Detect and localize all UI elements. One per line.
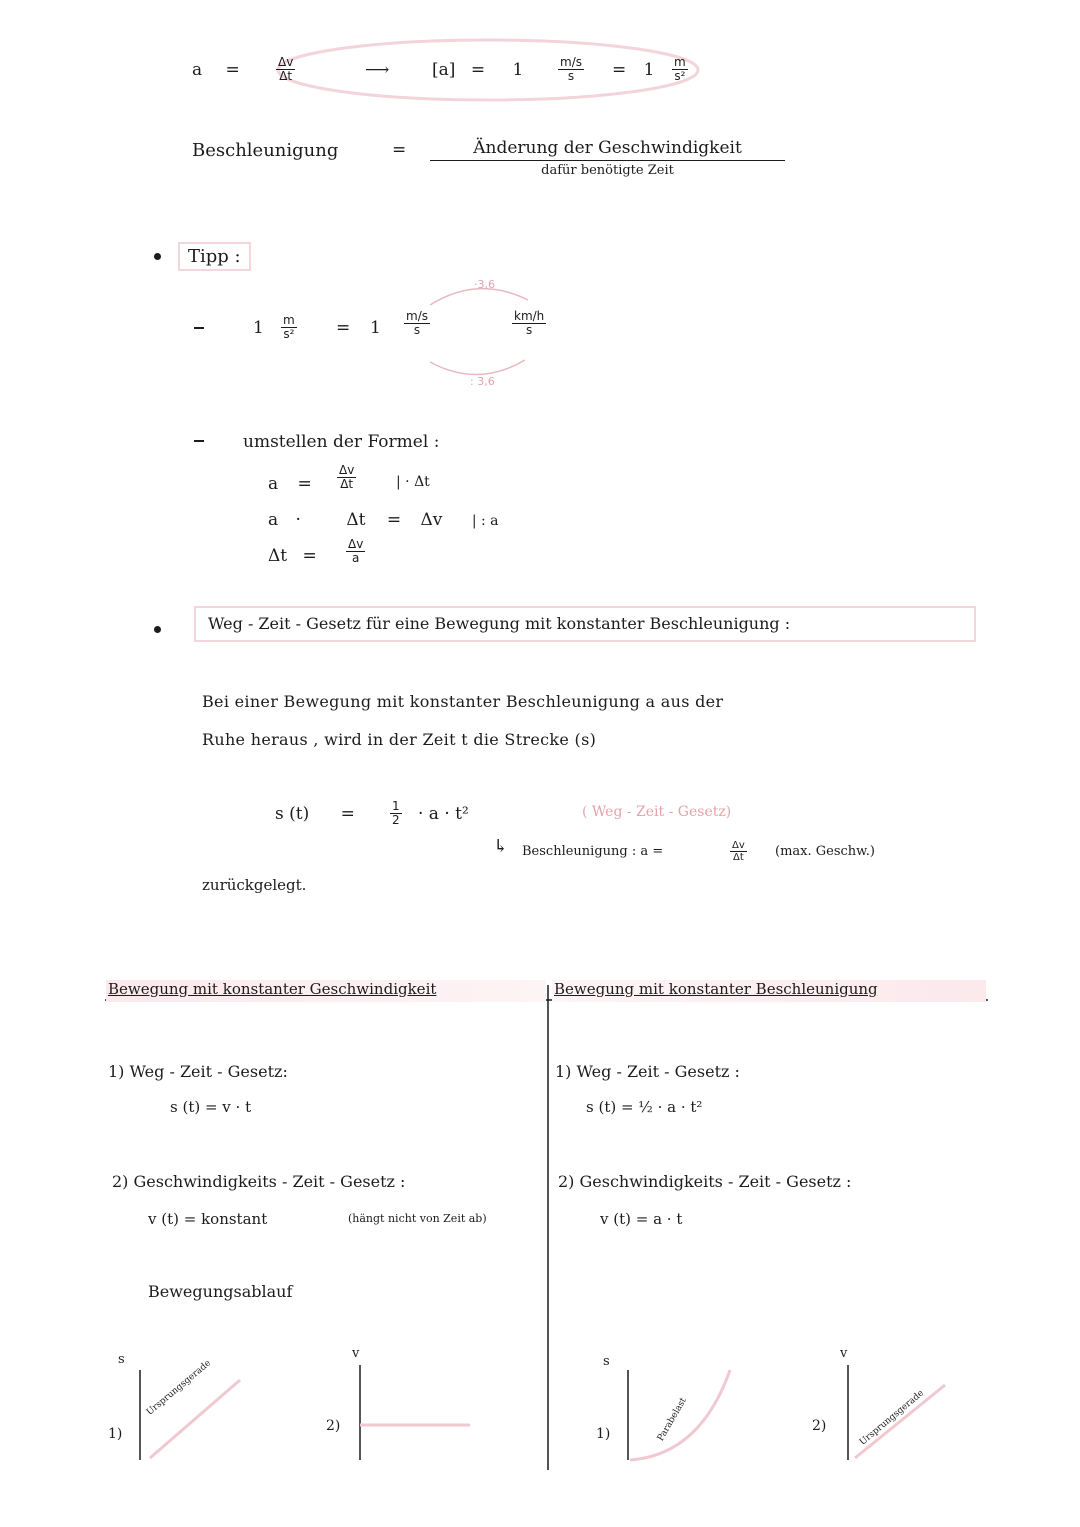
definition-denominator: dafür benötigte Zeit bbox=[541, 163, 674, 178]
definition-fraction bbox=[430, 138, 785, 178]
law-formula-lhs: s (t) = bbox=[275, 804, 355, 824]
conversion-arrow-bottom bbox=[430, 360, 525, 375]
bullet-icon bbox=[154, 253, 161, 260]
right-graph1-axis-label: s bbox=[603, 1354, 610, 1369]
comparison-right-title: Bewegung mit konstanter Beschleunigung bbox=[552, 980, 986, 1002]
left-item2-formula: v (t) = konstant bbox=[148, 1210, 268, 1228]
left-graph1-line bbox=[150, 1380, 240, 1458]
comparison-left-title: Bewegung mit konstanter Geschwindigkeit bbox=[106, 980, 546, 1002]
rearrange-line3-fraction: $\frac{\Delta v}{a}$ bbox=[348, 537, 364, 565]
top-fraction: $\frac{\Delta v}{\Delta t}$ bbox=[278, 55, 294, 83]
right-item2-formula: v (t) = a · t bbox=[600, 1210, 683, 1228]
left-graph2-axis-label: v bbox=[352, 1346, 360, 1361]
left-graph2-number: 2) bbox=[326, 1418, 341, 1434]
factor-top: ·3,6 bbox=[474, 278, 495, 291]
law-formula-half: $\frac{1}{2}$ bbox=[392, 799, 400, 827]
law-note: Beschleunigung : a = bbox=[522, 844, 664, 859]
conversion-equals: = bbox=[336, 318, 351, 338]
right-item2-title: 2) Geschwindigkeits - Zeit - Gesetz : bbox=[558, 1172, 852, 1191]
left-ablauf: Bewegungsablauf bbox=[148, 1282, 293, 1301]
left-graph1-label: Ursprungsgerade bbox=[145, 1358, 214, 1418]
ms-fraction: $\frac{m/s}{s}$ bbox=[406, 309, 428, 337]
law-sentence-line1: Bei einer Bewegung mit konstanter Beschleunigung a aus der bbox=[202, 692, 724, 711]
conversion-arrow-top bbox=[430, 289, 528, 305]
law-note-tail: (max. Geschw.) bbox=[775, 844, 875, 859]
right-item1-title: 1) Weg - Zeit - Gesetz : bbox=[555, 1062, 740, 1081]
rearrange-heading: umstellen der Formel : bbox=[243, 432, 440, 452]
right-graph2-line bbox=[855, 1385, 945, 1458]
bullet-icon bbox=[154, 626, 161, 633]
right-item1-formula: s (t) = ½ · a · t² bbox=[586, 1098, 703, 1116]
unit-expression: [a] = 1 bbox=[432, 60, 524, 80]
rearrange-line1: a = bbox=[268, 474, 312, 494]
conversion-fraction: $\frac{m}{\text{s²}}$ bbox=[283, 313, 295, 341]
rearrange-line1-op: | · Δt bbox=[396, 474, 430, 490]
definition-term: Beschleunigung bbox=[192, 140, 339, 161]
left-item2-title: 2) Geschwindigkeits - Zeit - Gesetz : bbox=[112, 1172, 406, 1191]
definition-equals: = bbox=[392, 140, 407, 160]
tip-label: Tipp : bbox=[178, 242, 251, 271]
unit-result-fraction: $\frac{m}{\text{s²}}$ bbox=[674, 55, 686, 83]
kmh-fraction: $\frac{km/h}{s}$ bbox=[514, 309, 545, 337]
rearrange-line1-fraction: $\frac{\Delta v}{\Delta t}$ bbox=[339, 463, 355, 491]
conversion-one: 1 bbox=[253, 318, 264, 338]
note-arrow-icon: ↳ bbox=[493, 836, 509, 857]
right-graph1-label: Parabelast bbox=[656, 1396, 689, 1443]
factor-bottom: : 3,6 bbox=[470, 375, 495, 388]
unit-result: = 1 bbox=[612, 60, 655, 80]
unit-fraction: $\frac{m/s}{s}$ bbox=[560, 55, 582, 83]
dash-icon bbox=[194, 440, 204, 442]
rearrange-line3: Δt = bbox=[268, 546, 317, 566]
right-graph2-number: 2) bbox=[812, 1418, 827, 1434]
left-item1-title: 1) Weg - Zeit - Gesetz: bbox=[108, 1062, 288, 1081]
law-sentence-line2: Ruhe heraus , wird in der Zeit t die Strecke (s) bbox=[202, 730, 597, 749]
dash-icon bbox=[194, 327, 204, 329]
left-graph1-number: 1) bbox=[108, 1426, 123, 1442]
conversion-one2: 1 bbox=[370, 318, 381, 338]
right-graph2-axis-label: v bbox=[840, 1346, 848, 1361]
definition-numerator: Änderung der Geschwindigkeit bbox=[430, 138, 785, 161]
law-formula-note: ( Weg - Zeit - Gesetz) bbox=[582, 804, 732, 820]
rearrange-line2: a · Δt = Δv | : a bbox=[268, 510, 499, 530]
law-ending: zurückgelegt. bbox=[202, 876, 307, 894]
law-note-fraction: $\frac{\Delta v}{\Delta t}$ bbox=[732, 840, 745, 863]
law-formula-rest: · a · t² bbox=[418, 804, 469, 824]
top-formula: a = bbox=[192, 60, 240, 80]
arrow-icon: ⟶ bbox=[365, 60, 390, 80]
right-graph2-label: Ursprungsgerade bbox=[858, 1388, 927, 1448]
right-graph1-number: 1) bbox=[596, 1426, 611, 1442]
accel-symbol: a bbox=[192, 60, 203, 80]
left-item2-note: (hängt nicht von Zeit ab) bbox=[348, 1212, 487, 1225]
left-item1-formula: s (t) = v · t bbox=[170, 1098, 252, 1116]
left-graph1-axis-label: s bbox=[118, 1352, 125, 1367]
law-heading: Weg - Zeit - Gesetz für eine Bewegung mit konstanter Beschleunigung : bbox=[194, 606, 976, 642]
